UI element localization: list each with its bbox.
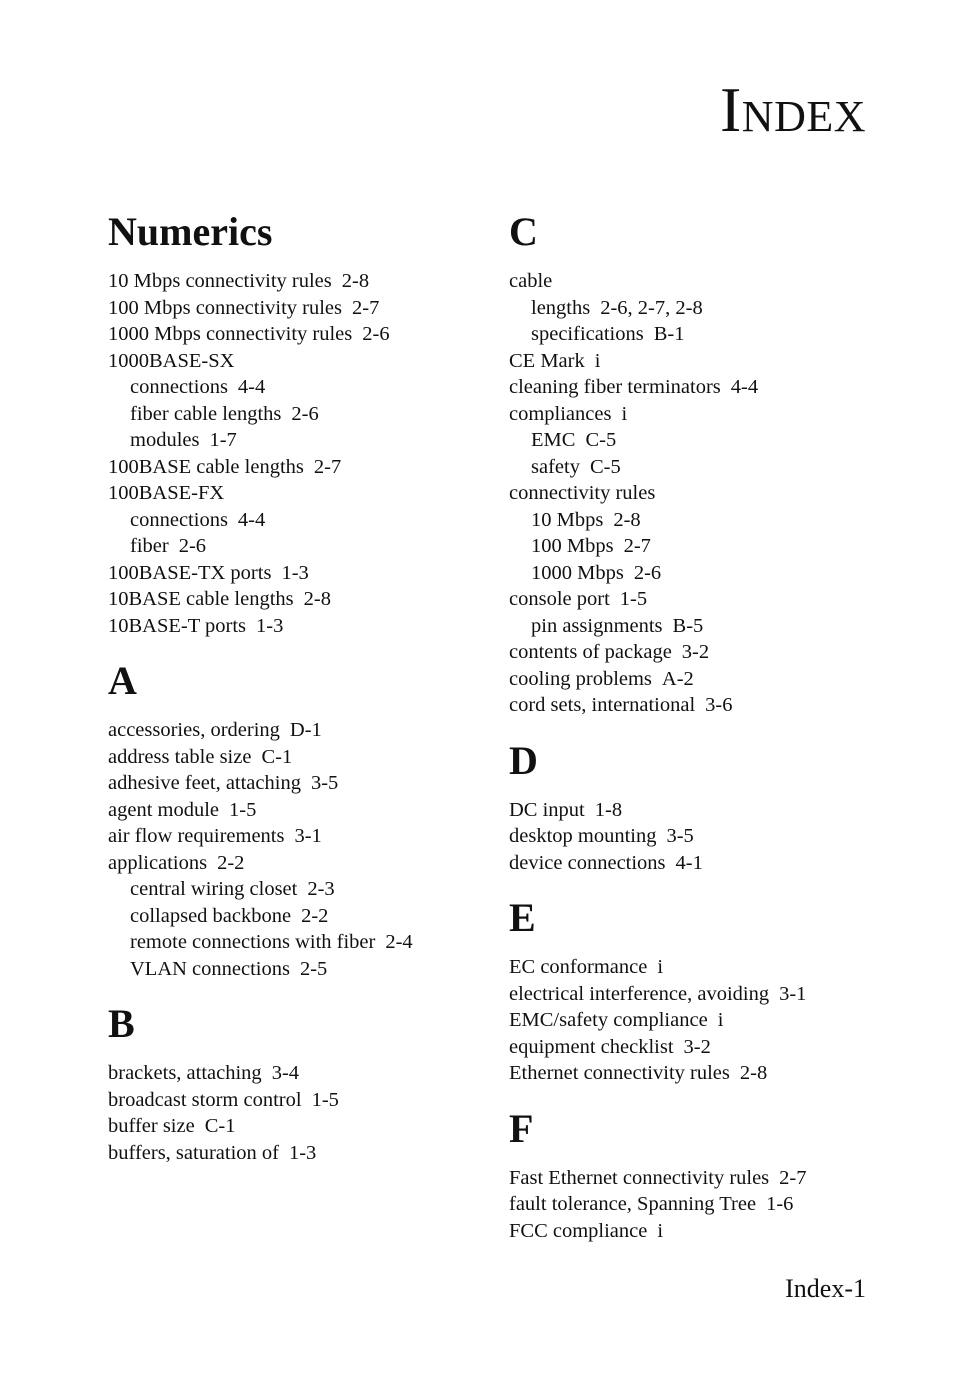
section-heading: Numerics — [108, 209, 273, 254]
entry-term: VLAN connections — [130, 957, 290, 980]
entry-term: cord sets, international — [509, 694, 696, 716]
index-subentry — [108, 401, 498, 428]
entry-page-ref: 1-3 — [256, 614, 284, 637]
index-entry-list — [108, 1060, 498, 1166]
entry-page-ref: 3-6 — [705, 694, 733, 716]
index-entry — [108, 744, 498, 771]
page-title — [719, 74, 866, 145]
entry-page-ref: A-2 — [661, 667, 694, 690]
entry-page-ref: 1-5 — [311, 1088, 339, 1111]
entry-page-ref: 1-3 — [281, 561, 309, 584]
index-entry — [509, 1007, 899, 1034]
entry-page-ref: 3-1 — [779, 982, 807, 1005]
entry-page-ref: 2-7 — [779, 1166, 807, 1189]
entry-page-ref: 2-3 — [307, 878, 335, 900]
entry-term: 1000 Mbps — [531, 561, 624, 584]
entry-page-ref: 1-5 — [619, 588, 648, 610]
entry-term: collapsed backbone — [130, 904, 292, 927]
section-heading: E — [509, 895, 536, 940]
index-entry — [108, 717, 498, 744]
index-section — [509, 208, 899, 719]
entry-term: electrical interference, avoiding — [509, 982, 770, 1005]
index-entry — [509, 480, 899, 507]
entry-page-ref: 2-4 — [385, 931, 413, 953]
section-heading: F — [509, 1105, 534, 1151]
entry-term: 1000BASE-SX — [108, 349, 235, 372]
entry-page-ref: 1-3 — [288, 1141, 317, 1164]
entry-term: connections — [130, 508, 228, 531]
entry-term: DC input — [509, 798, 585, 821]
index-entry — [108, 1060, 498, 1087]
entry-page-ref: C-5 — [589, 455, 621, 478]
entry-page-ref: 2-7 — [352, 296, 380, 319]
entry-term: remote connections with fiber — [130, 931, 376, 953]
entry-page-ref: 2-2 — [217, 851, 245, 874]
entry-page-ref: 4-4 — [730, 376, 759, 398]
index-subentry — [108, 876, 498, 903]
entry-term: 1000 Mbps connectivity rules — [108, 323, 353, 345]
entry-term: applications — [108, 851, 208, 874]
entry-page-ref: 2-8 — [613, 508, 641, 531]
entry-term: connectivity rules — [509, 482, 656, 504]
index-subentry — [108, 427, 498, 454]
index-entry — [108, 348, 498, 375]
index-entry — [108, 560, 498, 587]
entry-page-ref: 3-2 — [683, 1035, 711, 1058]
index-entry — [108, 295, 498, 322]
index-subentry — [108, 903, 498, 930]
entry-term: 10 Mbps — [531, 508, 604, 531]
index-entry-list — [509, 1165, 899, 1245]
index-entry — [509, 374, 899, 401]
index-subentry — [108, 956, 498, 983]
entry-page-ref: 2-5 — [299, 957, 328, 980]
entry-term: broadcast storm control — [108, 1088, 302, 1111]
index-entry — [108, 1113, 498, 1140]
entry-page-ref: 4-4 — [237, 376, 266, 398]
index-entry — [509, 1034, 899, 1061]
entry-term: EMC/safety compliance — [509, 1009, 708, 1031]
index-entry — [108, 1087, 498, 1114]
entry-term: equipment checklist — [509, 1035, 674, 1058]
index-entry — [108, 770, 498, 797]
entry-page-ref: i — [717, 1009, 724, 1031]
entry-term: fault tolerance, Spanning Tree — [509, 1193, 757, 1215]
entry-term: 100BASE-TX ports — [108, 561, 272, 584]
index-entry — [509, 268, 899, 295]
index-entry — [509, 981, 899, 1008]
entry-term: brackets, attaching — [108, 1062, 262, 1084]
section-heading: A — [108, 658, 137, 703]
entry-term: cleaning fiber terminators — [509, 376, 721, 398]
entry-page-ref: 2-7 — [623, 535, 651, 557]
entry-page-ref: 1-6 — [766, 1193, 794, 1215]
entry-term: 100BASE cable lengths — [108, 455, 304, 478]
index-entry — [108, 797, 498, 824]
entry-term: agent module — [108, 798, 220, 821]
entry-page-ref: 1-7 — [209, 429, 237, 451]
entry-term: adhesive feet, attaching — [108, 772, 301, 794]
index-entry-list — [509, 954, 899, 1087]
entry-page-ref: 3-5 — [666, 825, 694, 847]
entry-term: buffers, saturation of — [108, 1141, 279, 1164]
index-entry — [509, 692, 899, 719]
index-entry — [509, 954, 899, 981]
entry-term: EC conformance — [509, 956, 648, 978]
entry-page-ref: i — [657, 956, 664, 978]
index-entry — [509, 797, 899, 824]
entry-page-ref: 3-4 — [271, 1062, 300, 1084]
entry-term: cooling problems — [509, 667, 652, 690]
entry-term: safety — [531, 455, 580, 478]
index-subentry — [108, 374, 498, 401]
page-title-rest: NDEX — [741, 92, 866, 141]
index-subentry — [509, 321, 899, 348]
index-section — [108, 657, 498, 982]
index-entry — [509, 639, 899, 666]
index-entry — [108, 268, 498, 295]
section-heading: D — [509, 737, 538, 783]
index-entry — [509, 823, 899, 850]
index-entry — [509, 1191, 899, 1218]
entry-term: address table size — [108, 745, 252, 768]
entry-page-ref: C-1 — [204, 1115, 236, 1137]
entry-page-ref: 2-7 — [313, 455, 342, 478]
index-entry — [108, 613, 498, 640]
entry-page-ref: 2-6, 2-7, 2-8 — [600, 296, 703, 319]
entry-term: fiber cable lengths — [130, 402, 282, 425]
index-subentry — [509, 427, 899, 454]
index-entry — [108, 1140, 498, 1167]
index-subentry — [509, 507, 899, 534]
index-subentry — [509, 533, 899, 560]
entry-term: FCC compliance — [509, 1219, 648, 1242]
entry-page-ref: 3-1 — [294, 825, 322, 847]
index-entry-list — [108, 268, 498, 639]
entry-page-ref: B-5 — [672, 614, 704, 637]
index-entry — [108, 480, 498, 507]
entry-term: specifications — [531, 323, 644, 345]
entry-page-ref: B-1 — [653, 323, 685, 345]
index-section — [108, 208, 498, 639]
entry-term: 10BASE cable lengths — [108, 588, 294, 610]
entry-term: 10BASE-T ports — [108, 614, 247, 637]
index-entry-list — [108, 717, 498, 982]
entry-term: central wiring closet — [130, 878, 298, 900]
entry-term: modules — [130, 429, 200, 451]
index-entry — [509, 586, 899, 613]
entry-page-ref: D-1 — [289, 719, 322, 741]
index-subentry — [108, 507, 498, 534]
index-entry — [509, 850, 899, 877]
entry-page-ref: 2-2 — [301, 904, 329, 927]
index-subentry — [509, 295, 899, 322]
entry-page-ref: 2-6 — [178, 535, 207, 557]
entry-page-ref: 2-8 — [341, 270, 370, 292]
index-column-right — [509, 208, 899, 1262]
index-section — [509, 894, 899, 1087]
index-section — [509, 737, 899, 877]
entry-term: cable — [509, 270, 553, 292]
entry-page-ref: i — [657, 1219, 664, 1242]
entry-page-ref: C-1 — [261, 745, 293, 768]
entry-page-ref: i — [594, 349, 601, 372]
index-entry — [509, 1218, 899, 1245]
entry-page-ref: 4-1 — [675, 851, 703, 874]
entry-term: device connections — [509, 851, 666, 874]
entry-page-ref: 2-6 — [362, 323, 390, 345]
index-entry — [509, 1165, 899, 1192]
index-entry — [509, 348, 899, 375]
entry-page-ref: 2-6 — [291, 402, 319, 425]
entry-term: contents of package — [509, 641, 672, 663]
page-number: Index-1 — [785, 1274, 866, 1303]
index-subentry — [108, 533, 498, 560]
index-entry-list — [509, 797, 899, 877]
entry-term: pin assignments — [531, 614, 663, 637]
index-column-left — [108, 208, 498, 1184]
index-subentry — [509, 613, 899, 640]
entry-term: accessories, ordering — [108, 719, 280, 741]
section-heading: B — [108, 1001, 135, 1046]
section-heading: C — [509, 209, 538, 254]
entry-term: CE Mark — [509, 349, 585, 372]
entry-term: fiber — [130, 535, 169, 557]
entry-term: Fast Ethernet connectivity rules — [509, 1166, 770, 1189]
index-entry — [108, 586, 498, 613]
index-entry — [108, 823, 498, 850]
entry-page-ref: C-5 — [585, 429, 617, 451]
entry-term: 100BASE-FX — [108, 482, 225, 504]
entry-term: EMC — [531, 429, 576, 451]
index-subentry — [108, 929, 498, 956]
entry-page-ref: 1-5 — [229, 798, 257, 821]
entry-page-ref: i — [621, 402, 628, 425]
entry-page-ref: 2-8 — [303, 588, 331, 610]
index-entry — [509, 666, 899, 693]
entry-term: 100 Mbps connectivity rules — [108, 296, 343, 319]
entry-page-ref: 2-8 — [739, 1062, 768, 1084]
entry-term: Ethernet connectivity rules — [509, 1062, 730, 1084]
entry-page-ref: 4-4 — [237, 508, 266, 531]
index-entry — [108, 850, 498, 877]
index-entry-list — [509, 268, 899, 719]
entry-term: buffer size — [108, 1115, 195, 1137]
entry-term: compliances — [509, 402, 612, 425]
page-title-initial: I — [719, 74, 742, 145]
index-subentry — [509, 454, 899, 481]
entry-page-ref: 3-2 — [681, 641, 710, 663]
entry-term: console port — [509, 588, 610, 610]
index-entry — [108, 454, 498, 481]
index-entry — [108, 321, 498, 348]
index-section — [108, 1000, 498, 1166]
entry-term: lengths — [531, 296, 591, 319]
entry-page-ref: 2-6 — [633, 561, 662, 584]
index-entry — [509, 1060, 899, 1087]
entry-page-ref: 1-8 — [594, 798, 623, 821]
entry-term: desktop mounting — [509, 825, 657, 847]
index-entry — [509, 401, 899, 428]
index-subentry — [509, 560, 899, 587]
entry-term: connections — [130, 376, 228, 398]
entry-term: 10 Mbps connectivity rules — [108, 270, 332, 292]
entry-term: 100 Mbps — [531, 535, 614, 557]
index-section — [509, 1105, 899, 1245]
entry-term: air flow requirements — [108, 825, 285, 847]
entry-page-ref: 3-5 — [310, 772, 339, 794]
